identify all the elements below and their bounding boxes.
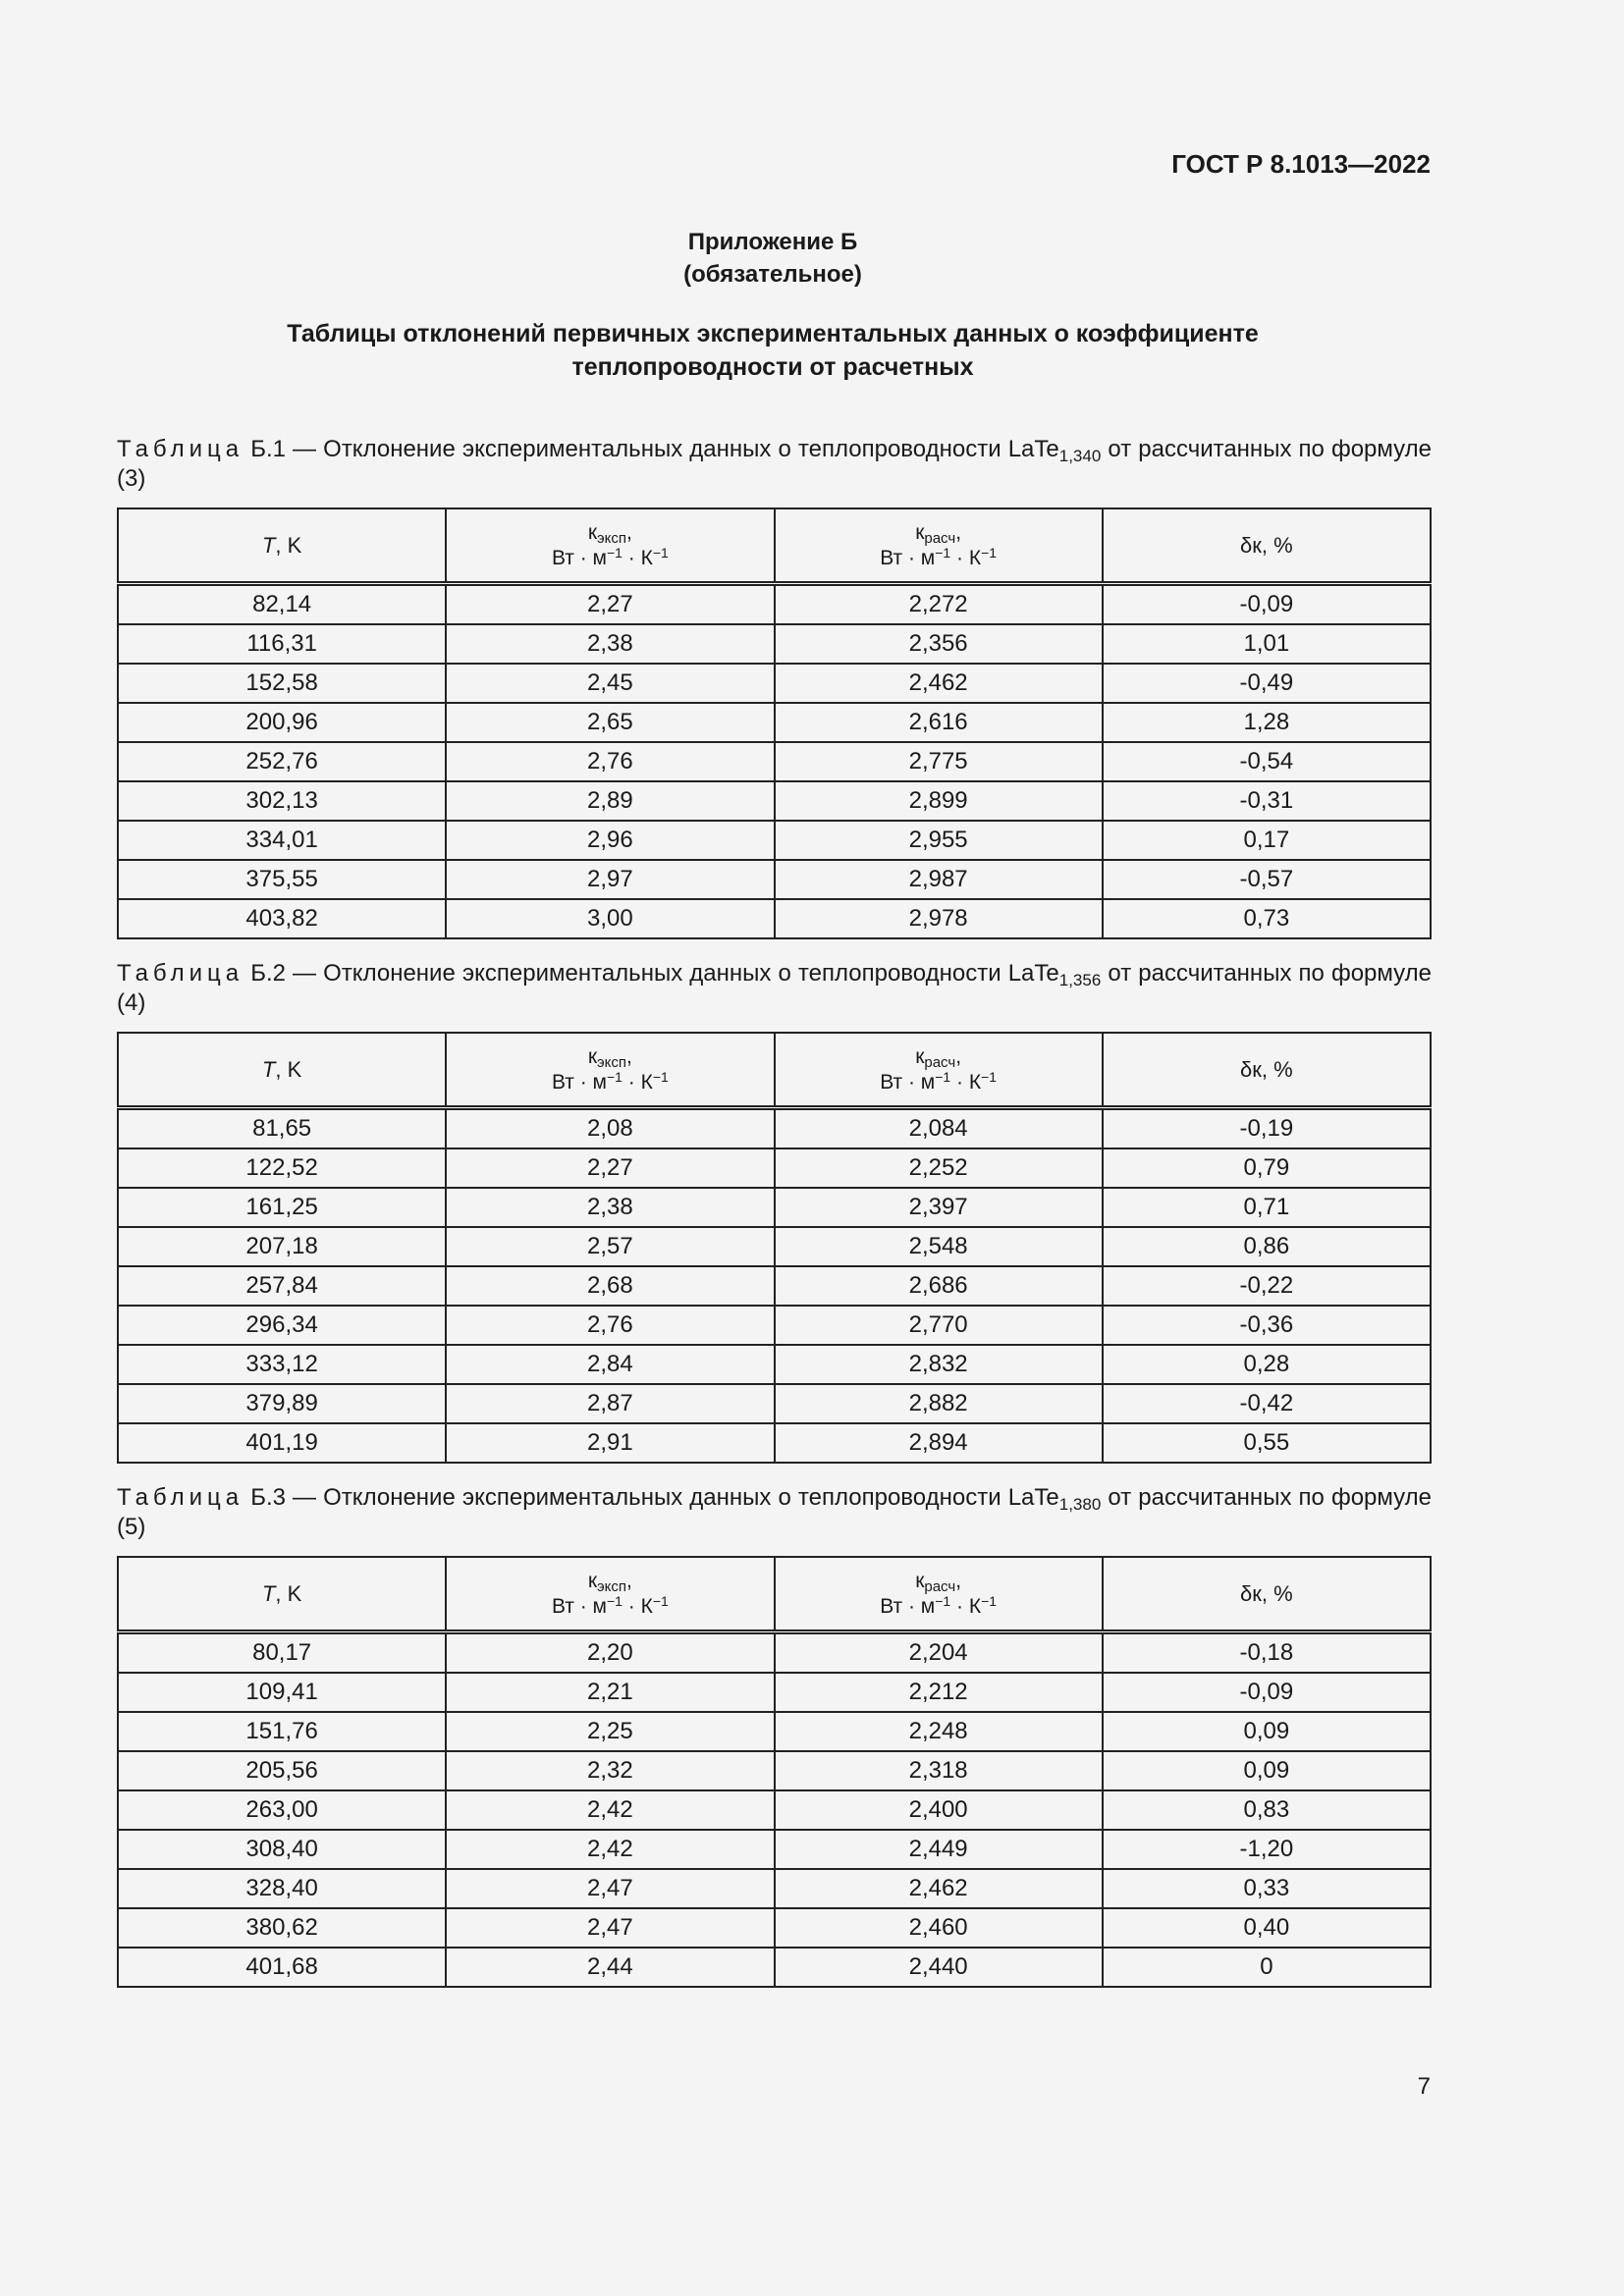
cell-deviation: -0,31: [1103, 781, 1431, 821]
cell-temperature: 116,31: [118, 624, 446, 664]
units-exponent: −1: [935, 544, 951, 561]
cell-k-experimental: 2,20: [446, 1632, 774, 1674]
cell-k-calculated: 2,252: [775, 1148, 1103, 1188]
section-title-line1: Таблицы отклонений первичных экспериментальных данных о коэффициенте: [287, 320, 1259, 347]
k-units: [447, 546, 773, 571]
cell-k-experimental: 2,42: [446, 1790, 774, 1830]
cell-deviation: 0,17: [1103, 821, 1431, 860]
cell-temperature: 109,41: [118, 1673, 446, 1712]
cell-k-calculated: 2,548: [775, 1227, 1103, 1266]
cell-k-calculated: 2,084: [775, 1108, 1103, 1149]
cell-k-calculated: 2,397: [775, 1188, 1103, 1227]
units-exponent: −1: [981, 544, 998, 561]
comma: ,: [626, 1569, 632, 1592]
table-row: [118, 1790, 1431, 1830]
table-header-row: [118, 508, 1431, 584]
table-caption-label: Таблица: [117, 436, 244, 462]
k-units: [447, 1070, 773, 1095]
data-table: [117, 1556, 1432, 1988]
column-header-k-calculated: [775, 508, 1103, 584]
data-table: [117, 507, 1432, 939]
units-part: · К: [622, 546, 653, 569]
cell-deviation: 0,33: [1103, 1869, 1431, 1908]
cell-k-calculated: 2,882: [775, 1384, 1103, 1423]
cell-deviation: 0,83: [1103, 1790, 1431, 1830]
cell-deviation: 0,09: [1103, 1712, 1431, 1751]
comma: ,: [955, 1044, 962, 1068]
units-exponent: −1: [981, 1592, 998, 1609]
cell-temperature: 380,62: [118, 1908, 446, 1948]
appendix-status: (обязательное): [683, 261, 862, 288]
k-symbol: к: [587, 1569, 598, 1592]
k-symbol: к: [915, 1569, 925, 1592]
cell-k-experimental: 2,89: [446, 781, 774, 821]
cell-k-experimental: 2,38: [446, 1188, 774, 1227]
table-row: [118, 1830, 1431, 1869]
k-symbol: к: [915, 1044, 925, 1068]
column-header-deviation: δк, %: [1103, 1033, 1431, 1108]
units-exponent: −1: [935, 1592, 951, 1609]
cell-deviation: 0,09: [1103, 1751, 1431, 1790]
cell-deviation: -0,36: [1103, 1306, 1431, 1345]
cell-temperature: 296,34: [118, 1306, 446, 1345]
k-exp-subscript: эксп: [597, 1053, 627, 1071]
appendix-heading: [0, 226, 1545, 291]
cell-deviation: 1,01: [1103, 624, 1431, 664]
cell-deviation: -0,09: [1103, 1673, 1431, 1712]
column-header-k-calculated: [775, 1033, 1103, 1108]
temperature-symbol: T: [261, 1056, 276, 1082]
k-units: [776, 1070, 1102, 1095]
table-caption-text: Б.1 — Отклонение экспериментальных данных о теплопроводности LaTe: [244, 436, 1059, 462]
page-number: 7: [1417, 2073, 1431, 2100]
table-caption: [117, 1483, 1432, 1542]
table-row: [118, 1306, 1431, 1345]
units-exponent: −1: [652, 1592, 669, 1609]
table-row: [118, 1266, 1431, 1306]
cell-k-calculated: 2,770: [775, 1306, 1103, 1345]
table-row: [118, 1345, 1431, 1384]
cell-k-calculated: 2,272: [775, 584, 1103, 625]
cell-deviation: 0,28: [1103, 1345, 1431, 1384]
table-row: [118, 1673, 1431, 1712]
table-row: [118, 664, 1431, 703]
cell-k-experimental: 2,47: [446, 1908, 774, 1948]
temperature-unit: , K: [275, 1580, 302, 1606]
cell-deviation: -0,42: [1103, 1384, 1431, 1423]
k-calc-subscript: расч: [924, 1053, 956, 1071]
units-exponent: −1: [606, 544, 623, 561]
cell-k-experimental: 3,00: [446, 899, 774, 938]
cell-deviation: -0,57: [1103, 860, 1431, 899]
k-calc-symbol: [776, 1569, 1102, 1594]
cell-k-experimental: 2,97: [446, 860, 774, 899]
cell-deviation: 0,73: [1103, 899, 1431, 938]
k-exp-symbol: [447, 520, 773, 546]
units-part: · К: [950, 1594, 982, 1618]
cell-temperature: 122,52: [118, 1148, 446, 1188]
table-row: [118, 860, 1431, 899]
cell-temperature: 302,13: [118, 781, 446, 821]
cell-k-experimental: 2,44: [446, 1948, 774, 1987]
table-row: [118, 1712, 1431, 1751]
units-part: · К: [622, 1070, 653, 1094]
compound-subscript: 1,356: [1058, 971, 1102, 989]
cell-k-calculated: 2,832: [775, 1345, 1103, 1384]
table-row: [118, 781, 1431, 821]
k-calc-subscript: расч: [924, 529, 956, 547]
cell-k-calculated: 2,955: [775, 821, 1103, 860]
cell-k-experimental: 2,84: [446, 1345, 774, 1384]
units-part: Вт · м: [551, 546, 607, 569]
cell-temperature: 403,82: [118, 899, 446, 938]
cell-deviation: 0,86: [1103, 1227, 1431, 1266]
temperature-unit: , K: [275, 1056, 302, 1082]
table-caption: [117, 959, 1432, 1018]
column-header-k-calculated: [775, 1557, 1103, 1632]
cell-k-calculated: 2,356: [775, 624, 1103, 664]
column-header-deviation: δк, %: [1103, 508, 1431, 584]
k-symbol: к: [587, 520, 598, 544]
cell-k-experimental: 2,57: [446, 1227, 774, 1266]
table-caption-label: Таблица: [117, 960, 244, 987]
cell-k-calculated: 2,440: [775, 1948, 1103, 1987]
table-row: [118, 821, 1431, 860]
cell-k-calculated: 2,449: [775, 1830, 1103, 1869]
table-caption: [117, 435, 1432, 494]
table-caption-text: Б.2 — Отклонение экспериментальных данных о теплопроводности LaTe: [244, 960, 1059, 987]
k-exp-symbol: [447, 1569, 773, 1594]
cell-k-calculated: 2,400: [775, 1790, 1103, 1830]
cell-k-experimental: 2,38: [446, 624, 774, 664]
table-header-row: [118, 1033, 1431, 1108]
cell-k-calculated: 2,978: [775, 899, 1103, 938]
compound-subscript: 1,380: [1058, 1495, 1102, 1514]
data-table: [117, 1032, 1432, 1464]
table-row: [118, 1751, 1431, 1790]
cell-temperature: 81,65: [118, 1108, 446, 1149]
table-caption-tail: от рассчитанных по формуле (5): [117, 1484, 1432, 1540]
k-exp-subscript: эксп: [597, 529, 627, 547]
k-units: [447, 1594, 773, 1620]
cell-k-calculated: 2,318: [775, 1751, 1103, 1790]
cell-temperature: 205,56: [118, 1751, 446, 1790]
cell-temperature: 82,14: [118, 584, 446, 625]
cell-k-experimental: 2,32: [446, 1751, 774, 1790]
cell-k-calculated: 2,462: [775, 1869, 1103, 1908]
units-exponent: −1: [935, 1068, 951, 1085]
units-part: Вт · м: [551, 1594, 607, 1618]
cell-deviation: 0,40: [1103, 1908, 1431, 1948]
cell-temperature: 152,58: [118, 664, 446, 703]
units-exponent: −1: [606, 1592, 623, 1609]
cell-k-experimental: 2,96: [446, 821, 774, 860]
cell-k-experimental: 2,76: [446, 1306, 774, 1345]
compound-subscript: 1,340: [1058, 447, 1102, 465]
cell-k-calculated: 2,212: [775, 1673, 1103, 1712]
table-caption-text: Б.3 — Отклонение экспериментальных данных о теплопроводности LaTe: [244, 1484, 1059, 1511]
column-header-temperature: [118, 508, 446, 584]
cell-temperature: 375,55: [118, 860, 446, 899]
units-part: · К: [950, 1070, 982, 1094]
cell-k-experimental: 2,42: [446, 1830, 774, 1869]
cell-k-calculated: 2,894: [775, 1423, 1103, 1463]
units-part: Вт · м: [880, 1070, 936, 1094]
comma: ,: [626, 520, 632, 544]
k-units: [776, 1594, 1102, 1620]
cell-deviation: -1,20: [1103, 1830, 1431, 1869]
cell-deviation: 0: [1103, 1948, 1431, 1987]
k-units: [776, 546, 1102, 571]
cell-temperature: 161,25: [118, 1188, 446, 1227]
table-caption-tail: от рассчитанных по формуле (3): [117, 436, 1432, 492]
cell-temperature: 308,40: [118, 1830, 446, 1869]
cell-temperature: 252,76: [118, 742, 446, 781]
cell-k-experimental: 2,25: [446, 1712, 774, 1751]
comma: ,: [955, 1569, 962, 1592]
k-exp-subscript: эксп: [597, 1577, 627, 1595]
table-row: [118, 1948, 1431, 1987]
units-part: Вт · м: [551, 1070, 607, 1094]
comma: ,: [626, 1044, 632, 1068]
units-part: · К: [950, 546, 982, 569]
table-row: [118, 1908, 1431, 1948]
column-header-k-experimental: [446, 508, 774, 584]
cell-k-experimental: 2,08: [446, 1108, 774, 1149]
temperature-unit: , K: [275, 532, 302, 558]
appendix-title: Приложение Б: [687, 229, 858, 255]
column-header-deviation: δк, %: [1103, 1557, 1431, 1632]
cell-deviation: 0,71: [1103, 1188, 1431, 1227]
cell-k-calculated: 2,686: [775, 1266, 1103, 1306]
cell-deviation: -0,22: [1103, 1266, 1431, 1306]
cell-k-calculated: 2,616: [775, 703, 1103, 742]
cell-temperature: 379,89: [118, 1384, 446, 1423]
units-part: Вт · м: [880, 546, 936, 569]
cell-k-calculated: 2,462: [775, 664, 1103, 703]
cell-k-experimental: 2,47: [446, 1869, 774, 1908]
units-exponent: −1: [652, 1068, 669, 1085]
cell-k-experimental: 2,27: [446, 1148, 774, 1188]
cell-temperature: 80,17: [118, 1632, 446, 1674]
table-row: [118, 1227, 1431, 1266]
cell-temperature: 328,40: [118, 1869, 446, 1908]
column-header-k-experimental: [446, 1557, 774, 1632]
units-exponent: −1: [652, 544, 669, 561]
cell-deviation: -0,49: [1103, 664, 1431, 703]
table-row: [118, 1108, 1431, 1149]
cell-k-calculated: 2,775: [775, 742, 1103, 781]
table-row: [118, 703, 1431, 742]
k-calc-subscript: расч: [924, 1577, 956, 1595]
table-row: [118, 584, 1431, 625]
k-calc-symbol: [776, 1044, 1102, 1070]
cell-deviation: -0,09: [1103, 584, 1431, 625]
cell-k-calculated: 2,987: [775, 860, 1103, 899]
cell-deviation: -0,54: [1103, 742, 1431, 781]
cell-temperature: 200,96: [118, 703, 446, 742]
k-calc-symbol: [776, 520, 1102, 546]
cell-temperature: 263,00: [118, 1790, 446, 1830]
table-row: [118, 1148, 1431, 1188]
cell-deviation: -0,18: [1103, 1632, 1431, 1674]
cell-k-experimental: 2,27: [446, 584, 774, 625]
comma: ,: [955, 520, 962, 544]
cell-temperature: 334,01: [118, 821, 446, 860]
table-caption-label: Таблица: [117, 1484, 244, 1511]
temperature-symbol: T: [261, 532, 276, 558]
cell-temperature: 151,76: [118, 1712, 446, 1751]
table-header-row: [118, 1557, 1431, 1632]
k-symbol: к: [587, 1044, 598, 1068]
cell-temperature: 401,19: [118, 1423, 446, 1463]
table-row: [118, 1188, 1431, 1227]
cell-k-experimental: 2,68: [446, 1266, 774, 1306]
cell-k-experimental: 2,45: [446, 664, 774, 703]
units-exponent: −1: [606, 1068, 623, 1085]
cell-k-calculated: 2,248: [775, 1712, 1103, 1751]
table-row: [118, 1869, 1431, 1908]
column-header-k-experimental: [446, 1033, 774, 1108]
table-row: [118, 899, 1431, 938]
table-caption-tail: от рассчитанных по формуле (4): [117, 960, 1432, 1016]
units-exponent: −1: [981, 1068, 998, 1085]
table-row: [118, 742, 1431, 781]
column-header-temperature: [118, 1033, 446, 1108]
cell-k-experimental: 2,65: [446, 703, 774, 742]
cell-k-experimental: 2,91: [446, 1423, 774, 1463]
table-row: [118, 1384, 1431, 1423]
k-symbol: к: [915, 520, 925, 544]
cell-deviation: 0,55: [1103, 1423, 1431, 1463]
document-code: ГОСТ Р 8.1013—2022: [1171, 149, 1431, 179]
cell-k-experimental: 2,87: [446, 1384, 774, 1423]
table-row: [118, 624, 1431, 664]
temperature-symbol: T: [261, 1580, 276, 1606]
cell-temperature: 257,84: [118, 1266, 446, 1306]
cell-k-experimental: 2,76: [446, 742, 774, 781]
cell-k-experimental: 2,21: [446, 1673, 774, 1712]
units-part: Вт · м: [880, 1594, 936, 1618]
table-row: [118, 1423, 1431, 1463]
cell-k-calculated: 2,204: [775, 1632, 1103, 1674]
table-row: [118, 1632, 1431, 1674]
units-part: · К: [622, 1594, 653, 1618]
section-title-line2: теплопроводности от расчетных: [571, 353, 974, 381]
cell-temperature: 333,12: [118, 1345, 446, 1384]
cell-temperature: 401,68: [118, 1948, 446, 1987]
column-header-temperature: [118, 1557, 446, 1632]
cell-temperature: 207,18: [118, 1227, 446, 1266]
k-exp-symbol: [447, 1044, 773, 1070]
cell-deviation: 0,79: [1103, 1148, 1431, 1188]
section-title: [0, 317, 1545, 384]
cell-deviation: -0,19: [1103, 1108, 1431, 1149]
cell-k-calculated: 2,899: [775, 781, 1103, 821]
cell-deviation: 1,28: [1103, 703, 1431, 742]
cell-k-calculated: 2,460: [775, 1908, 1103, 1948]
